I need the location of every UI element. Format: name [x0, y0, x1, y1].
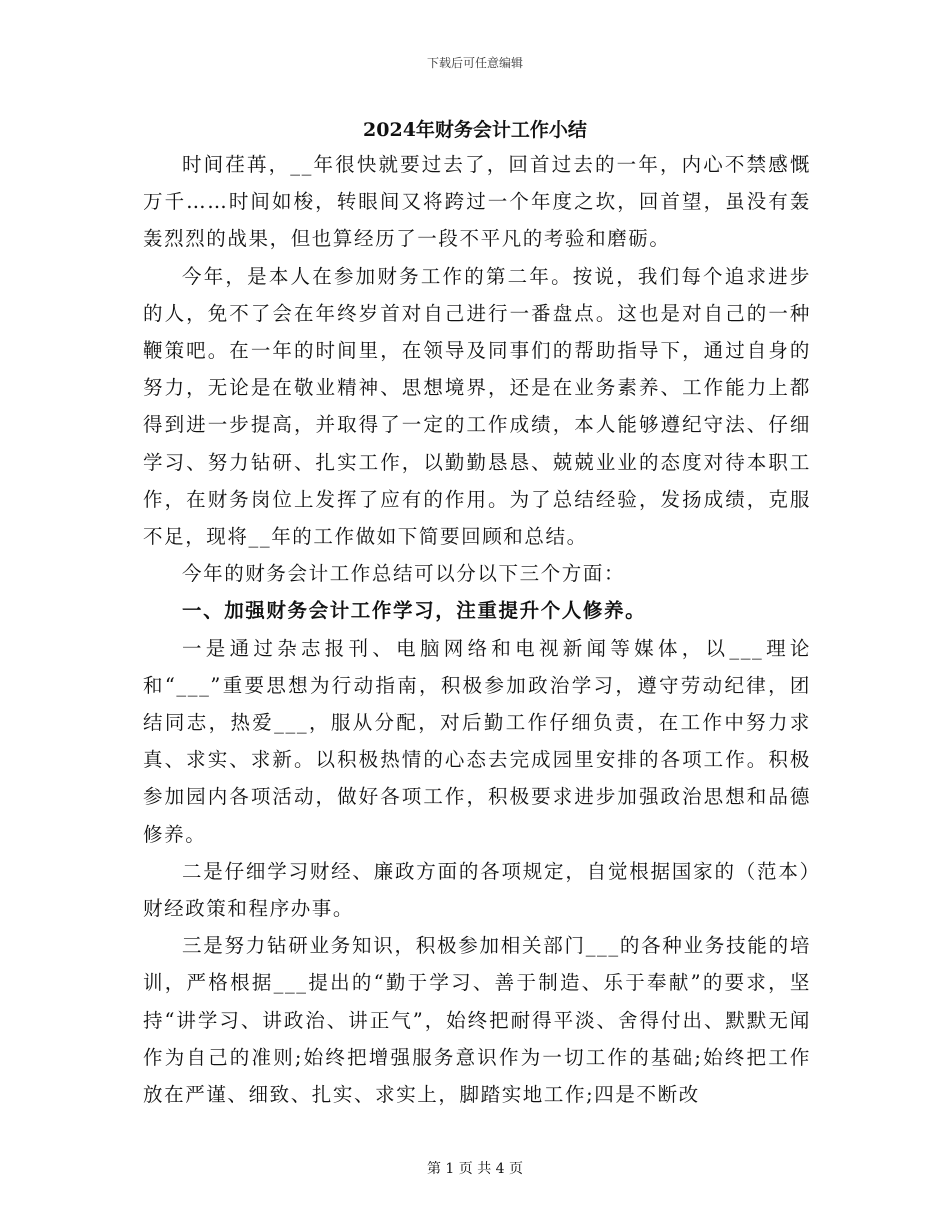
- paragraph-point-2: 二是仔细学习财经、廉政方面的各项规定，自觉根据国家的（范本）财经政策和程序办事。: [143, 859, 811, 921]
- section-heading-1: 一、加强财务会计工作学习，注重提升个人修养。: [182, 599, 647, 623]
- document-body: [143, 146, 811, 1113]
- document-title: 2024年财务会计工作小结: [363, 119, 587, 141]
- paragraph-point-1: 一是通过杂志报刊、电脑网络和电视新闻等媒体，以___理论和“___”重要思想为行动指南，积极参加政治学习，遵守劳动纪律，团结同志，热爱___，服从分配，对后勤工作仔细负责，在工作中努力求真、求实、求新。以积极热情的心态去完成园里安排的各项工作。积极参加园内各项活动，做好各项工作，积极要求进步加强政治思想和品德修养。: [143, 636, 811, 846]
- header-note: 下载后可任意编辑: [426, 56, 523, 70]
- paragraph-point-3: 三是努力钻研业务知识，积极参加相关部门___的各种业务技能的培训，严格根据___提出的“勤于学习、善于制造、乐于奉献”的要求，坚持“讲学习、讲政治、讲正气”，始终把耐得平淡、舍得付出、默默无闻作为自己的准则;始终把增强服务意识作为一切工作的基础;始终把工作放在严谨、细致、扎实、求实上，脚踏实地工作;四是不断改: [143, 934, 811, 1107]
- page-number-footer: 第 1 页 共 4 页: [426, 1161, 524, 1177]
- paragraph-intro: 时间荏苒，__年很快就要过去了，回首过去的一年，内心不禁感慨万千……时间如梭，转眼间又将跨过一个年度之坎，回首望，虽没有轰轰烈烈的战果，但也算经历了一段不平凡的考验和磨砺。: [143, 153, 811, 251]
- paragraph-summary-lead: 今年的财务会计工作总结可以分以下三个方面：: [182, 562, 626, 586]
- paragraph-overview: 今年，是本人在参加财务工作的第二年。按说，我们每个追求进步的人，免不了会在年终岁首对自己进行一番盘点。这也是对自己的一种鞭策吧。在一年的时间里，在领导及同事们的帮助指导下，通过自身的努力，无论是在敬业精神、思想境界，还是在业务素养、工作能力上都得到进一步提高，并取得了一定的工作成绩，本人能够遵纪守法、仔细学习、努力钻研、扎实工作，以勤勤恳恳、兢兢业业的态度对待本职工作，在财务岗位上发挥了应有的作用。为了总结经验，发扬成绩，克服不足，现将__年的工作做如下简要回顾和总结。: [143, 264, 811, 549]
